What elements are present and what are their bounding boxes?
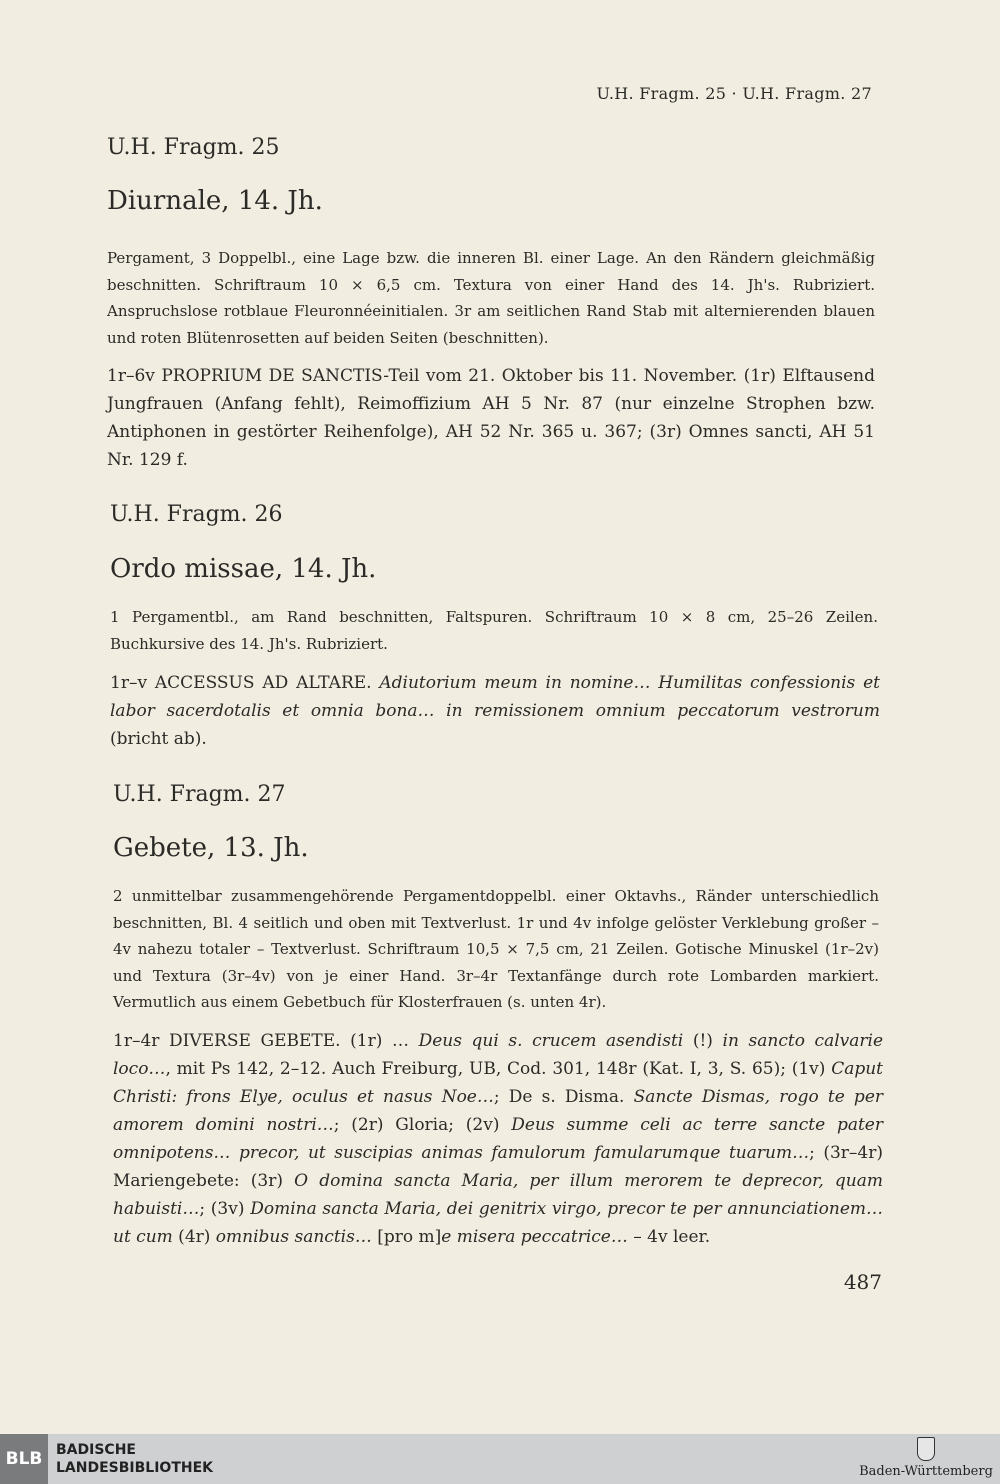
entry-title: Ordo missae, 14. Jh. <box>110 554 377 584</box>
entry-title: Diurnale, 14. Jh. <box>107 186 323 216</box>
coat-of-arms-icon <box>917 1437 935 1461</box>
content-text: – 4v leer. <box>627 1227 711 1247</box>
entry-signature: U.H. Fragm. 27 <box>113 782 286 807</box>
content-text: [pro m] <box>371 1227 442 1247</box>
entry-description: 1 Pergamentbl., am Rand beschnitten, Faltspuren. Schriftraum 10 × 8 cm, 25–26 Zeilen. Buchkursive des 14. Jh's. Rubriziert. <box>110 608 878 653</box>
blb-logo-icon: BLB <box>0 1434 48 1484</box>
content-text: 1r–4r DIVERSE GEBETE. (1r) … <box>113 1031 419 1051</box>
content-latin: in sancto calvarie loco… <box>113 1031 883 1079</box>
entry-content: 1r–6v PROPRIUM DE SANCTIS-Teil vom 21. Oktober bis 11. November. (1r) Elftausend Jungfrauen (Anfang fehlt), Reimoffizium AH 5 Nr. 87 (nur einzelne Strophen bzw. Antiphonen in gestörter Reihenfolge), AH 52 Nr. 365 u. 367; (3r) Omnes sancti, AH 51 Nr. 129 f. <box>107 366 875 470</box>
state-label: Baden-Württemberg <box>859 1464 993 1479</box>
content-latin: O domina sancta Maria, per illum merorem te deprecor, quam habuisti… <box>113 1171 884 1219</box>
content-latin: Domina sancta Maria, dei genitrix virgo, precor te per annunciationem… ut cum <box>113 1199 883 1247</box>
content-latin: Sancte Dismas, rogo te per amorem domini nostri… <box>113 1087 884 1135</box>
content-text: ; (3r–4r) Mariengebete: (3r) <box>113 1143 884 1191</box>
content-text: ; De s. Disma. <box>493 1087 634 1107</box>
entry-content <box>110 669 880 753</box>
content-text: ; (2r) Gloria; (2v) <box>333 1115 512 1135</box>
content-latin: Adiutorium meum in nomine… Humilitas confessionis et labor sacerdotalis et omnia bona… in remissionem omnium peccatorum vestrorum <box>110 673 880 721</box>
library-name <box>56 1441 213 1477</box>
state-emblem <box>856 1434 996 1484</box>
library-name-line2: LANDESBIBLIOTHEK <box>56 1460 214 1476</box>
library-name-line1: BADISCHE <box>56 1442 136 1458</box>
content-text: (4r) <box>172 1227 216 1247</box>
entry-title: Gebete, 13. Jh. <box>113 833 309 863</box>
content-text: , mit Ps 142, 2–12. Auch Freiburg, UB, Cod. 301, 148r (Kat. I, 3, S. 65); (1v) <box>165 1059 832 1079</box>
running-head: U.H. Fragm. 25 · U.H. Fragm. 27 <box>596 84 872 103</box>
content-latin: Deus qui s. crucem asendisti <box>418 1031 684 1051</box>
content-text: (bricht ab). <box>110 729 207 749</box>
entry-description: 2 unmittelbar zusammengehörende Pergamentdoppelbl. einer Oktavhs., Ränder unterschiedlich beschnitten, Bl. 4 seitlich und oben mit Textverlust. 1r und 4v infolge gelöster Verklebung großer – 4v nahezu totaler – Textverlust. Schriftraum 10,5 × 7,5 cm, 21 Zeilen. Gotische Minuskel (1r–2v) und Textura (3r–4v) von je einer Hand. 3r–4r Textanfänge durch rote Lombarden markiert. Vermutlich aus einem Gebetbuch für Klosterfrauen (s. unten 4r). <box>113 887 879 1011</box>
content-latin: e misera peccatrice… <box>441 1227 628 1247</box>
content-latin: omnibus sanctis… <box>215 1227 372 1247</box>
content-text: ; (3v) <box>199 1199 251 1219</box>
entry-content <box>113 1027 883 1251</box>
content-latin: Caput Christi: frons Elye, oculus et nasus Noe… <box>113 1059 883 1107</box>
content-text: 1r–v ACCESSUS AD ALTARE. <box>110 673 380 693</box>
library-footer <box>0 1434 1000 1484</box>
entry-signature: U.H. Fragm. 26 <box>110 502 283 527</box>
page-number: 487 <box>843 1270 882 1294</box>
content-text: (!) <box>683 1031 723 1051</box>
content-latin: Deus summe celi ac terre sancte pater omnipotens… precor, ut suscipias animas famulorum famularumque tuarum… <box>113 1115 883 1163</box>
entry-signature: U.H. Fragm. 25 <box>107 135 280 160</box>
entry-description: Pergament, 3 Doppelbl., eine Lage bzw. die inneren Bl. einer Lage. An den Rändern gleichmäßig beschnitten. Schriftraum 10 × 6,5 cm. Textura von einer Hand des 14. Jh's. Rubriziert. Anspruchslose rotblaue Fleuronnéeinitialen. 3r am seitlichen Rand Stab mit alternierenden blauen und roten Blütenrosetten auf beiden Seiten (beschnitten). <box>107 249 875 347</box>
